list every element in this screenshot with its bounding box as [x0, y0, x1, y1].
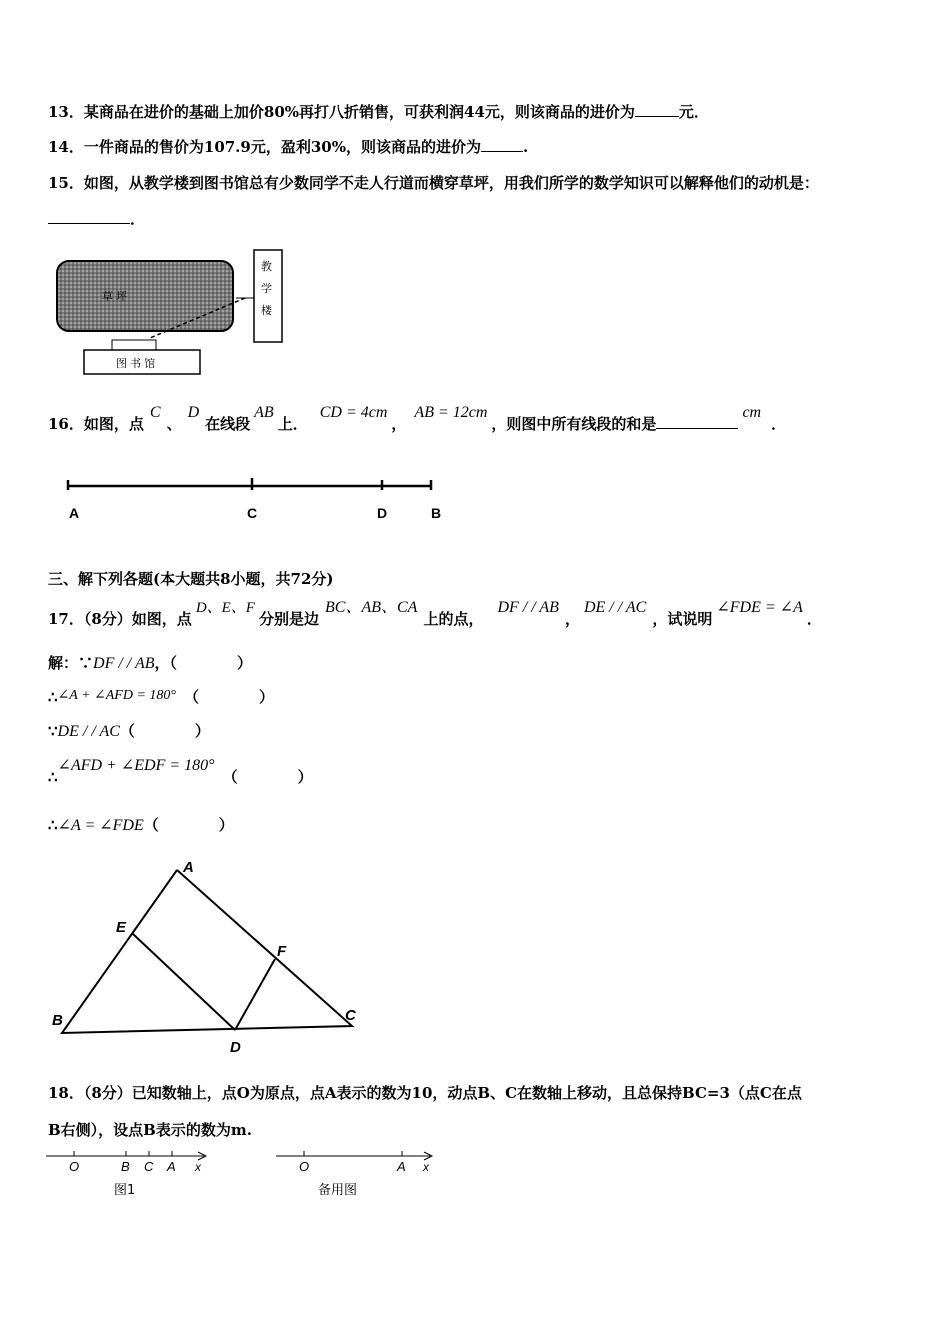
- question-18-line-2: B右侧），设点B表示的数为m.: [48, 1121, 252, 1139]
- q14-number: 14．: [48, 138, 84, 156]
- solution-step-2: [48, 686, 274, 707]
- step2-math: ∠A + ∠AFD = 180°: [57, 688, 177, 703]
- question-13: [48, 101, 709, 122]
- q13-number: 13．: [48, 103, 84, 121]
- caption-spare: 备用图: [318, 1183, 358, 1198]
- q14-tail: .: [522, 138, 529, 156]
- q18-number-lines: [42, 1148, 442, 1204]
- q16-text-2: 在线段: [205, 415, 251, 433]
- lawn-area: [57, 261, 233, 331]
- step5-math: ∠A = ∠FDE: [57, 817, 144, 834]
- q17-text-3: 上的点，: [423, 610, 484, 628]
- lawn-label: 草 坪: [102, 291, 128, 303]
- q16-text-3: 上．: [277, 415, 308, 433]
- q17-goal: ∠FDE = ∠A: [716, 599, 803, 616]
- q16-ab-length: AB = 12cm: [414, 404, 488, 421]
- q15-text: 如图，从教学楼到图书馆总有少数同学不走人行道而横穿草坪，用我们所学的数学知识可以解释他们的动机是：: [83, 174, 819, 192]
- point-f: F: [277, 943, 287, 960]
- step3-reason: （ ）: [119, 722, 210, 740]
- teach-building-char-2: 学: [261, 283, 272, 295]
- q17-sides: BC、AB、CA: [325, 599, 418, 616]
- library-label: 图 书 馆: [116, 358, 156, 370]
- q17-points: D、E、F: [195, 600, 255, 616]
- question-16: [48, 404, 787, 434]
- q15-number: 15．: [48, 174, 84, 192]
- label-d: D: [377, 505, 388, 521]
- step4-math: ∠AFD + ∠EDF = 180°: [57, 757, 215, 774]
- question-15: [48, 172, 819, 193]
- number-line-fig1: [46, 1151, 206, 1198]
- q17-tail: ．: [806, 610, 822, 628]
- label-a: A: [69, 505, 80, 521]
- label-a-2: A: [397, 1159, 406, 1174]
- teach-building-char-1: 教: [261, 261, 272, 273]
- caption-fig1: 图1: [114, 1183, 136, 1198]
- step5-reason: （ ）: [143, 816, 234, 834]
- step4-prefix: ∴: [48, 768, 58, 786]
- q14-answer-blank[interactable]: [481, 137, 523, 152]
- q16-number: 16．: [48, 415, 84, 433]
- q16-figure: [60, 474, 450, 530]
- q16-segment-ab: AB: [254, 404, 274, 421]
- q15-tail: ．: [130, 210, 146, 228]
- step3-math: DE / / AC: [57, 723, 120, 740]
- label-c-1: C: [144, 1159, 154, 1174]
- label-a-1: A: [167, 1159, 176, 1174]
- step1-math: DF / / AB: [93, 655, 155, 672]
- q16-unit: cm: [742, 404, 762, 421]
- q13-tail: 元．: [678, 103, 709, 121]
- q13-text: 某商品在进价的基础上加价80%再打八折销售，可获利润44元，则该商品的进价为: [83, 103, 635, 121]
- question-18-line-1: 18．（8分）已知数轴上，点O为原点，点A表示的数为10，动点B、C在数轴上移动，且总保持BC=3（点C在点: [48, 1084, 802, 1102]
- step5-prefix: ∴: [48, 816, 58, 834]
- vertex-b: B: [52, 1012, 63, 1029]
- label-b: B: [431, 505, 442, 521]
- vertex-a: A: [183, 859, 194, 876]
- question-17: [48, 599, 822, 629]
- step4-reason: （ ）: [222, 768, 313, 786]
- label-o-1: O: [69, 1159, 80, 1174]
- label-o-2: O: [299, 1159, 310, 1174]
- label-c: C: [247, 505, 258, 521]
- point-d: D: [230, 1039, 241, 1056]
- solution-step-3: [48, 720, 210, 741]
- number-line-spare: [276, 1151, 432, 1198]
- label-x-2: x: [423, 1160, 429, 1174]
- solution-step-1: [48, 652, 252, 673]
- label-x-1: x: [195, 1160, 201, 1174]
- vertex-c: C: [345, 1007, 356, 1024]
- q14-text: 一件商品的售价为107.9元，盈利30%，则该商品的进价为: [83, 138, 481, 156]
- q16-point-c: C: [149, 404, 161, 421]
- q17-text-4: ，试说明: [652, 610, 713, 628]
- section-3-heading: 三、解下列各题(本大题共8小题，共72分): [48, 570, 334, 588]
- q17-condition-1: DF / / AB: [497, 599, 559, 616]
- step1-prefix: 解：∵: [48, 654, 94, 672]
- segment-df: [235, 959, 275, 1030]
- q16-sep: 、: [166, 415, 182, 433]
- point-e: E: [116, 919, 127, 936]
- q13-answer-blank[interactable]: [635, 102, 679, 117]
- q17-comma: ，: [564, 610, 580, 628]
- q16-text-4: ，则图中所有线段的和是: [491, 415, 657, 433]
- q15-figure: [50, 242, 290, 378]
- q17-text-2: 分别是边: [258, 610, 319, 628]
- step3-prefix: ∵: [48, 722, 58, 740]
- q16-tail: ．: [771, 415, 787, 433]
- q16-point-d: D: [187, 404, 200, 421]
- q16-text-1: 如图，点: [83, 415, 144, 433]
- library-porch: [112, 340, 156, 350]
- teach-building-char-3: 楼: [261, 305, 272, 317]
- solution-step-5: [48, 814, 234, 835]
- step2-prefix: ∴: [48, 688, 58, 706]
- q15-answer-blank[interactable]: [48, 209, 130, 224]
- label-b-1: B: [121, 1159, 130, 1174]
- q16-comma: ，: [391, 415, 407, 433]
- q17-triangle-figure: [46, 856, 366, 1060]
- triangle-abc: [62, 870, 352, 1033]
- question-14: [48, 136, 528, 157]
- step1-reason: ，（ ）: [154, 654, 253, 672]
- q16-cd-length: CD = 4cm: [319, 404, 388, 421]
- segment-de: [133, 934, 235, 1030]
- q15-answer-line: [48, 208, 145, 229]
- step2-reason: （ ）: [184, 688, 275, 706]
- solution-step-4: [48, 757, 313, 787]
- q17-text-1: 17．（8分）如图，点: [48, 610, 192, 628]
- q17-condition-2: DE / / AC: [583, 599, 647, 616]
- q16-answer-blank[interactable]: [656, 414, 738, 429]
